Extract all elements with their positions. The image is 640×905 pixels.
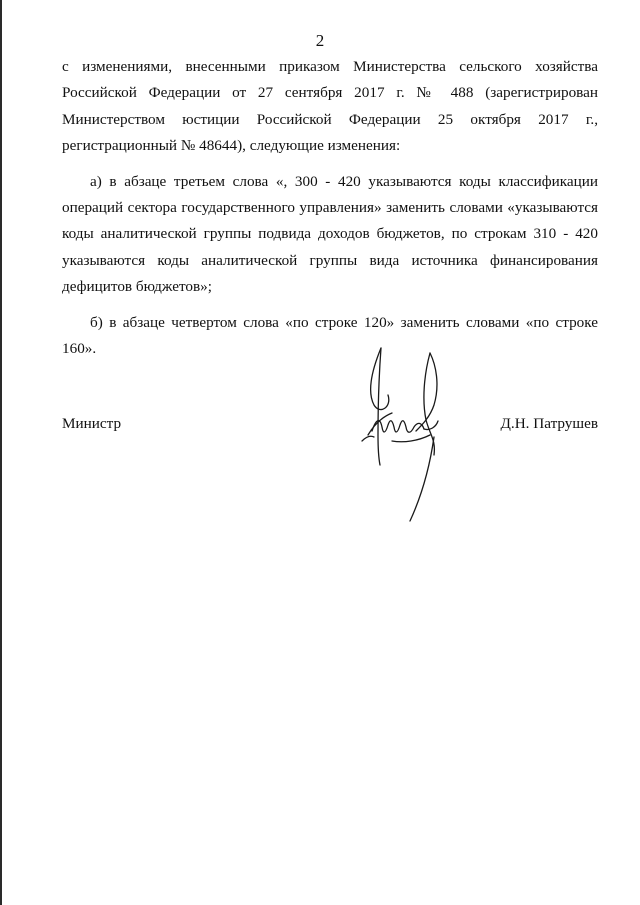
paragraph-item-b: б) в абзаце четвертом слова «по строке 120» заменить словами «по строке 160». <box>62 313 598 358</box>
paragraph-continuation: с изменениями, внесенными приказом Министерства сельского хозяйства Российской Федерации от 27 сентября 2017 г. № 488 (зарегистрирован Министерством юстиции Российской Федерации 25 октября 2017 г., регистрационный № 48644), следующие изменения: <box>62 58 598 155</box>
page-number: 2 <box>315 31 325 50</box>
signature-block <box>62 415 598 441</box>
scan-edge <box>0 0 2 905</box>
document-body <box>62 54 598 371</box>
handwritten-signature-icon <box>352 345 462 525</box>
paragraph-item-a: а) в абзаце третьем слова «, 300 - 420 указываются коды классификации операций сектора государственного управления» заменить словами «указываются коды аналитической группы подвида доходов бюджетов, по строкам 310 - 420 указываются коды аналитической группы вида источника финансирования дефицитов бюджетов»; <box>62 172 598 296</box>
signer-name: Д.Н. Патрушев <box>500 415 598 432</box>
signer-title: Министр <box>62 415 122 432</box>
